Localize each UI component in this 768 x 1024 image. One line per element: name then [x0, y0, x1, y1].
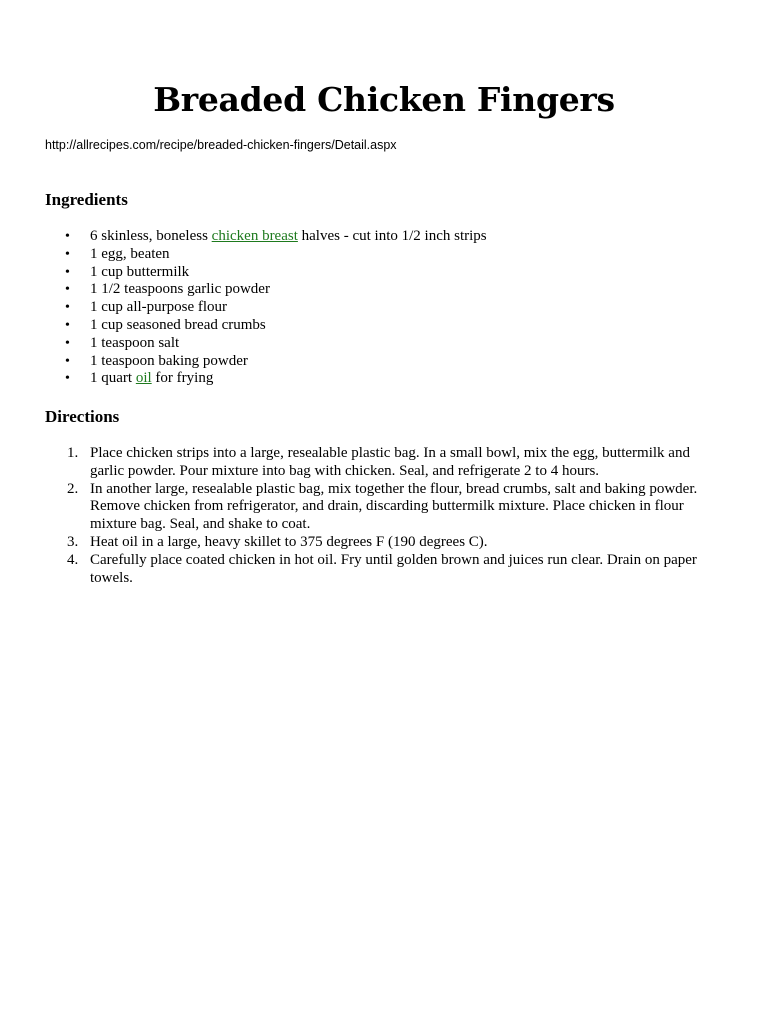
list-item: • 1 teaspoon baking powder — [45, 353, 487, 371]
step-text: Heat oil in a large, heavy skillet to 375 degrees F (190 degrees C). — [90, 533, 488, 550]
directions-heading: Directions — [45, 407, 120, 426]
direction-step — [45, 445, 710, 481]
list-item: • 1 cup seasoned bread crumbs — [45, 317, 487, 335]
step-number: 2. — [67, 480, 79, 497]
list-item: • 1 cup buttermilk — [45, 264, 487, 282]
ingredients-list — [45, 228, 487, 388]
step-text: Carefully place coated chicken in hot oil. Fry until golden brown and juices run clear. Drain on paper towels. — [90, 551, 697, 586]
list-item: • 1 cup all-purpose flour — [45, 299, 487, 317]
step-text: In another large, resealable plastic bag, mix together the flour, bread crumbs, salt and baking powder. Remove chicken from refrigerator, and drain, discarding buttermilk mixture. Place chicken in flour mixture bag. Seal, and shake to coat. — [90, 480, 698, 533]
list-item: • 1 egg, beaten — [45, 246, 487, 264]
directions-list — [45, 445, 710, 587]
oil-link[interactable]: oil — [135, 370, 152, 387]
step-number: 4. — [67, 551, 79, 568]
step-number: 3. — [67, 533, 79, 550]
list-item: • 1 1/2 teaspoons garlic powder — [45, 281, 487, 299]
direction-step — [45, 534, 710, 552]
list-item: • 1 quart oil for frying — [45, 370, 487, 388]
ingredients-heading: Ingredients — [45, 190, 128, 209]
direction-step — [45, 552, 710, 588]
step-text: Place chicken strips into a large, resealable plastic bag. In a small bowl, mix the egg, buttermilk and garlic powder. Pour mixture into bag with chicken. Seal, and refrigerate 2 to 4 hours. — [90, 445, 690, 479]
list-item: • 1 teaspoon salt — [45, 335, 487, 353]
list-item: • 6 skinless, boneless chicken breast halves - cut into 1/2 inch strips — [45, 228, 487, 246]
chicken-breast-link[interactable]: chicken breast — [211, 228, 298, 244]
source-url[interactable]: http://allrecipes.com/recipe/breaded-chicken-fingers/Detail.aspx — [45, 138, 397, 152]
direction-step — [45, 481, 710, 534]
page-title: Breaded Chicken Fingers — [153, 80, 615, 119]
step-number: 1. — [67, 445, 79, 461]
